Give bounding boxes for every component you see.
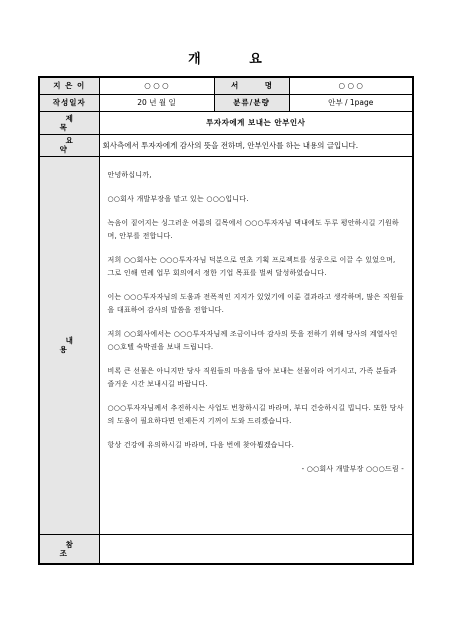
- page-title: 개 요: [188, 52, 284, 67]
- author-label: 지 은 이: [39, 77, 99, 94]
- date-row: [39, 94, 413, 111]
- subject-row: [39, 111, 413, 134]
- content-row: [39, 156, 413, 534]
- summary-form-table: [38, 76, 414, 565]
- content-paragraph: 항상 건강에 유의하시길 바라며, 다음 번에 찾아뵙겠습니다.: [107, 440, 294, 449]
- subject-label: 제 목: [39, 111, 99, 134]
- author-row: [39, 77, 413, 94]
- subject-value: 투자자에게 보내는 안부인사: [99, 111, 413, 134]
- signature-label: 서 명: [214, 77, 289, 94]
- signature-value: ○ ○ ○: [289, 77, 413, 94]
- reference-row: [39, 534, 413, 564]
- summary-label: 요 약: [39, 134, 99, 156]
- content-paragraph: ○○회사 개발부장을 맡고 있는 ○○○입니다.: [107, 194, 249, 203]
- content-body: [99, 156, 413, 534]
- content-label: 내 용: [39, 156, 99, 534]
- content-paragraph: 안녕하십니까,: [107, 170, 152, 179]
- content-paragraph: 비록 큰 선물은 아니지만 당사 직원들의 마음을 담아 보내는 선물이라 여기시고, 가족 분들과 즐거운 시간 보내시길 바랍니다.: [107, 366, 397, 388]
- content-paragraph: 이는 ○○○투자자님의 도움과 전폭적인 지지가 있었기에 이룬 결과라고 생각하며, 많은 직원들을 대표하여 감사의 말씀을 전합니다.: [107, 292, 404, 314]
- category-value: 안부 / 1page: [289, 94, 413, 111]
- content-paragraph: ○○○투자자님께서 추진하시는 사업도 번창하시길 바라며, 부디 건승하시길 빕니다. 또한 당사의 도움이 필요하다면 언제든지 기꺼이 도와 드리겠습니다.: [107, 403, 404, 425]
- reference-value: [99, 534, 413, 564]
- summary-row: [39, 134, 413, 156]
- summary-value: 회사측에서 투자자에게 감사의 뜻을 전하며, 안부인사를 하는 내용의 글입니다.: [99, 134, 413, 156]
- content-paragraph: 녹음이 짙어지는 싱그러운 여름의 길목에서 ○○○투자자님 댁내에도 두루 평안하시길 기원하며, 안부를 전합니다.: [107, 218, 399, 240]
- date-label: 작성일자: [39, 94, 99, 111]
- content-signoff: - ○○회사 개발부장 ○○○드림 -: [301, 464, 404, 473]
- author-value: ○ ○ ○: [99, 77, 214, 94]
- reference-label: 참 조: [39, 534, 99, 564]
- date-value: 20 년 월 일: [99, 94, 214, 111]
- content-paragraph: 저희 ○○회사에서는 ○○○투자자님께 조금이나마 감사의 뜻을 전하기 위해 당사의 계열사인 ○○호텔 숙박권을 보내 드립니다.: [107, 329, 398, 351]
- content-paragraph: 저희 ○○회사는 ○○○투자자님 덕분으로 연초 기획 프로젝트를 성공으로 이끌 수 있었으며, 그로 인해 연례 업무 회의에서 정한 기업 목표를 벌써 달성하였습니다.: [107, 255, 396, 277]
- category-label: 분류/분량: [214, 94, 289, 111]
